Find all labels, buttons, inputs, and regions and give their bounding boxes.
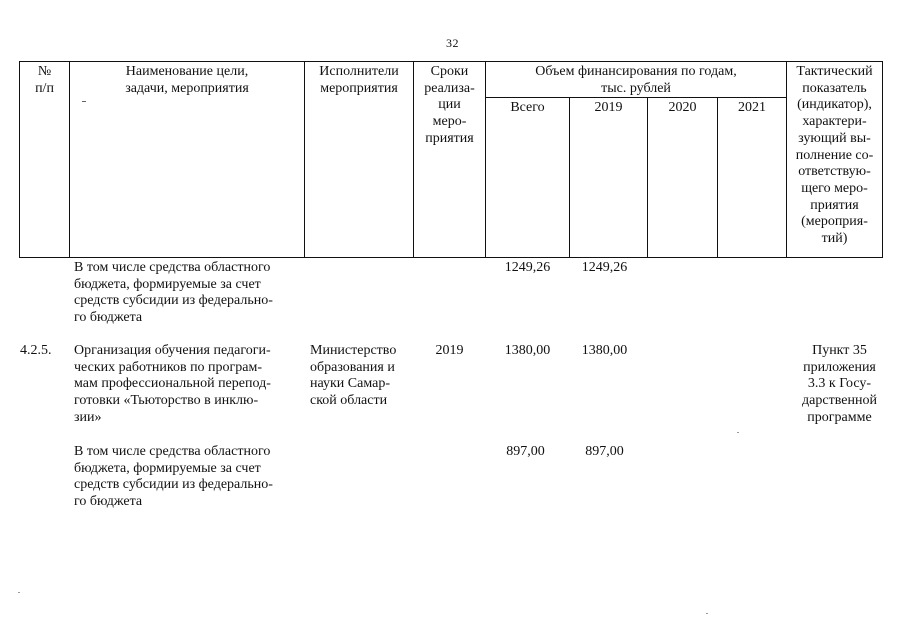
header-line: (мероприя- <box>801 214 868 230</box>
text-line: В том числе средства областного <box>74 260 271 275</box>
header-line: тий) <box>821 231 848 247</box>
header-col-executors <box>305 64 413 97</box>
text-line: образования и <box>310 359 395 375</box>
header-line: тыс. рублей <box>601 80 671 96</box>
header-col-number <box>20 64 69 97</box>
text-line: средств субсидии из федерально- <box>74 293 273 309</box>
page-number: 32 <box>446 36 459 50</box>
text-line: го бюджета <box>74 494 143 510</box>
header-line: меро- <box>432 114 467 130</box>
header-line: зующий вы- <box>798 130 871 146</box>
text-line: мам профессиональной перепод- <box>74 376 271 392</box>
row-1-2019: 1249,26 <box>581 260 628 275</box>
header-line: № <box>37 64 52 79</box>
text-line: готовки «Тьюторство в инклю- <box>74 393 259 409</box>
text-line: 3.3 к Госу- <box>807 376 872 392</box>
row-1-name <box>74 260 306 327</box>
header-line: щего меро- <box>801 180 868 196</box>
row-3-name <box>74 444 306 511</box>
text-line: средств субсидии из федерально- <box>74 477 273 493</box>
scan-speck <box>737 432 739 433</box>
scan-speck <box>706 613 708 614</box>
row-2-terms: 2019 <box>435 343 464 358</box>
header-line: приятия <box>425 130 474 146</box>
row-2-indicator <box>792 343 887 427</box>
header-col-indicator <box>787 64 882 248</box>
header-col-total: Всего <box>510 100 545 115</box>
header-line: Сроки <box>430 64 469 79</box>
header-col-2020: 2020 <box>668 100 697 115</box>
row-2-2019: 1380,00 <box>581 343 628 358</box>
text-line: ской области <box>310 393 388 409</box>
text-line: приложения <box>803 359 876 375</box>
header-line: Объем финансирования по годам, <box>535 64 737 79</box>
scan-mark <box>82 101 86 102</box>
scan-speck <box>18 592 20 593</box>
text-line: бюджета, формируемые за счет <box>74 460 261 476</box>
header-line: задачи, мероприятия <box>125 80 249 96</box>
row-2-number: 4.2.5. <box>20 343 52 358</box>
header-line: мероприятия <box>320 80 398 96</box>
header-line: Наименование цели, <box>125 64 249 79</box>
row-3-2019: 897,00 <box>585 444 624 459</box>
header-line: приятия <box>810 197 859 213</box>
text-line: ческих работников по програм- <box>74 359 263 375</box>
header-line: ответствую- <box>798 164 871 180</box>
text-line: го бюджета <box>74 310 143 326</box>
header-col-name <box>70 64 304 97</box>
text-line: зии» <box>74 409 102 425</box>
text-line: дарственной <box>802 393 877 409</box>
text-line: Министерство <box>310 343 397 358</box>
header-line: характери- <box>802 114 867 130</box>
header-col-2019: 2019 <box>594 100 623 115</box>
text-line: Пункт 35 <box>812 343 867 358</box>
header-line: реализа- <box>424 80 475 96</box>
header-line: ции <box>438 97 461 113</box>
text-line: бюджета, формируемые за счет <box>74 276 261 292</box>
header-line: (индикатор), <box>797 97 872 113</box>
text-line: Организация обучения педагоги- <box>74 343 271 358</box>
header-col-volume <box>486 64 786 97</box>
row-2-total: 1380,00 <box>504 343 551 358</box>
header-col-2021: 2021 <box>738 100 766 115</box>
header-line: Исполнители <box>319 64 399 79</box>
text-line: науки Самар- <box>310 376 390 392</box>
text-line: программе <box>807 409 872 425</box>
header-line: полнение со- <box>795 147 874 163</box>
header-line: Тактический <box>796 64 873 79</box>
text-line: В том числе средства областного <box>74 444 271 459</box>
row-1-total: 1249,26 <box>504 260 551 275</box>
header-col-terms <box>414 64 485 148</box>
header-line: показатель <box>802 80 867 96</box>
row-3-total: 897,00 <box>506 444 545 459</box>
header-line: п/п <box>35 80 54 96</box>
row-2-name <box>74 343 306 427</box>
row-2-executors <box>310 343 414 410</box>
